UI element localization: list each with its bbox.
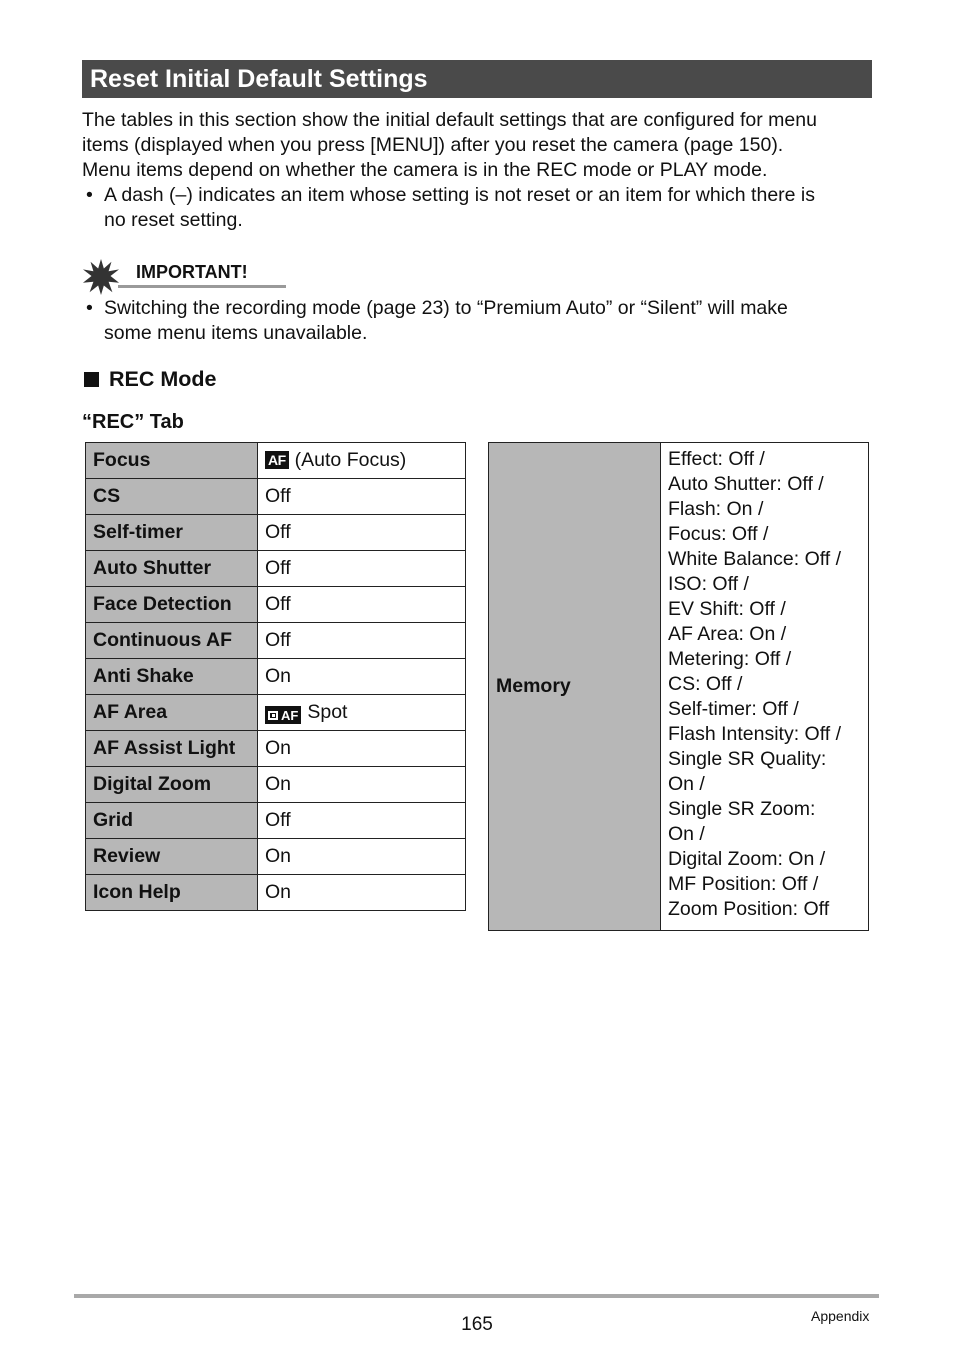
- table-row: [86, 659, 466, 695]
- table-row: [86, 551, 466, 587]
- square-bullet-icon: [84, 372, 99, 387]
- spot-frame-icon: [268, 711, 278, 720]
- memory-line: Self-timer: Off /: [668, 698, 799, 720]
- memory-settings-table: [488, 442, 869, 931]
- setting-value: Off: [258, 479, 466, 515]
- memory-line: Single SR Zoom:: [668, 798, 816, 820]
- table-row: [86, 767, 466, 803]
- important-underline: [118, 285, 286, 288]
- table-row: [86, 803, 466, 839]
- intro-line: Menu items depend on whether the camera is in the REC mode or PLAY mode.: [82, 159, 768, 181]
- bullet-mark: •: [86, 297, 93, 319]
- table-row: [86, 623, 466, 659]
- setting-value: [258, 443, 466, 479]
- setting-value: On: [258, 839, 466, 875]
- setting-label: Continuous AF: [86, 623, 258, 659]
- important-callout: [82, 258, 287, 292]
- setting-label: AF Assist Light: [86, 731, 258, 767]
- table-row: [86, 839, 466, 875]
- memory-line: Focus: Off /: [668, 523, 769, 545]
- table-row: [86, 875, 466, 911]
- memory-line: EV Shift: Off /: [668, 598, 786, 620]
- table-row: [86, 587, 466, 623]
- setting-label: AF Area: [86, 695, 258, 731]
- section-heading: [82, 367, 217, 392]
- rec-settings-table: [85, 442, 466, 911]
- setting-label: Review: [86, 839, 258, 875]
- memory-line: Flash Intensity: Off /: [668, 723, 842, 745]
- table-row: [489, 443, 869, 931]
- memory-line: CS: Off /: [668, 673, 743, 695]
- setting-value-text: Spot: [307, 700, 348, 723]
- memory-line: Flash: On /: [668, 498, 764, 520]
- intro-line: The tables in this section show the initial default settings that are configured for menu: [82, 109, 817, 131]
- footer-rule: [74, 1294, 879, 1298]
- intro-bullet: [82, 183, 882, 233]
- setting-label: Memory: [489, 443, 661, 931]
- setting-label: Face Detection: [86, 587, 258, 623]
- auto-focus-icon: AF: [265, 451, 289, 469]
- footer-section-label: Appendix: [811, 1308, 870, 1324]
- memory-line: ISO: Off /: [668, 573, 749, 595]
- setting-label: Icon Help: [86, 875, 258, 911]
- setting-label: Grid: [86, 803, 258, 839]
- important-note: [82, 296, 904, 346]
- memory-value-list: [661, 443, 869, 931]
- setting-label: Digital Zoom: [86, 767, 258, 803]
- memory-line: Single SR Quality:: [668, 748, 827, 770]
- bullet-line: some menu items unavailable.: [104, 322, 368, 344]
- memory-line: MF Position: Off /: [668, 873, 819, 895]
- memory-line: Metering: Off /: [668, 648, 792, 670]
- memory-line: AF Area: On /: [668, 623, 787, 645]
- page-title: Reset Initial Default Settings: [90, 64, 428, 93]
- memory-line: On /: [668, 823, 705, 845]
- setting-value: Off: [258, 623, 466, 659]
- setting-value: On: [258, 731, 466, 767]
- bullet-line: A dash (–) indicates an item whose setting is not reset or an item for which there is: [104, 184, 816, 206]
- memory-line: Digital Zoom: On /: [668, 848, 826, 870]
- setting-value-text: (Auto Focus): [294, 449, 407, 471]
- bullet-line: no reset setting.: [104, 209, 243, 231]
- tab-heading: “REC” Tab: [82, 411, 184, 433]
- table-row: [86, 443, 466, 479]
- page-number: 165: [461, 1314, 493, 1335]
- important-label: IMPORTANT!: [136, 262, 248, 282]
- setting-label: CS: [86, 479, 258, 515]
- spot-icon-text: AF: [281, 707, 299, 723]
- setting-label: Auto Shutter: [86, 551, 258, 587]
- burst-icon: [82, 258, 120, 296]
- setting-label: Self-timer: [86, 515, 258, 551]
- setting-value: Off: [258, 515, 466, 551]
- intro-text: [82, 108, 882, 233]
- table-row: [86, 479, 466, 515]
- memory-line: On /: [668, 773, 705, 795]
- intro-line: items (displayed when you press [MENU]) after you reset the camera (page 150).: [82, 134, 784, 156]
- setting-value: Off: [258, 587, 466, 623]
- memory-line: Auto Shutter: Off /: [668, 473, 824, 495]
- memory-line: Effect: Off /: [668, 448, 765, 470]
- table-row: [86, 731, 466, 767]
- section-heading-text: REC Mode: [109, 367, 217, 391]
- setting-value: Off: [258, 803, 466, 839]
- memory-line: White Balance: Off /: [668, 548, 842, 570]
- bullet-mark: •: [86, 184, 93, 206]
- table-row: [86, 515, 466, 551]
- setting-value: [258, 695, 466, 731]
- setting-value: On: [258, 659, 466, 695]
- setting-value: Off: [258, 551, 466, 587]
- setting-value: On: [258, 875, 466, 911]
- setting-label: Focus: [86, 443, 258, 479]
- page-title-bar: [82, 60, 872, 98]
- setting-value: On: [258, 767, 466, 803]
- table-row: [86, 695, 466, 731]
- spot-af-icon: [265, 706, 301, 724]
- bullet-line: Switching the recording mode (page 23) to “Premium Auto” or “Silent” will make: [104, 297, 788, 319]
- memory-line: Zoom Position: Off: [668, 898, 830, 920]
- setting-label: Anti Shake: [86, 659, 258, 695]
